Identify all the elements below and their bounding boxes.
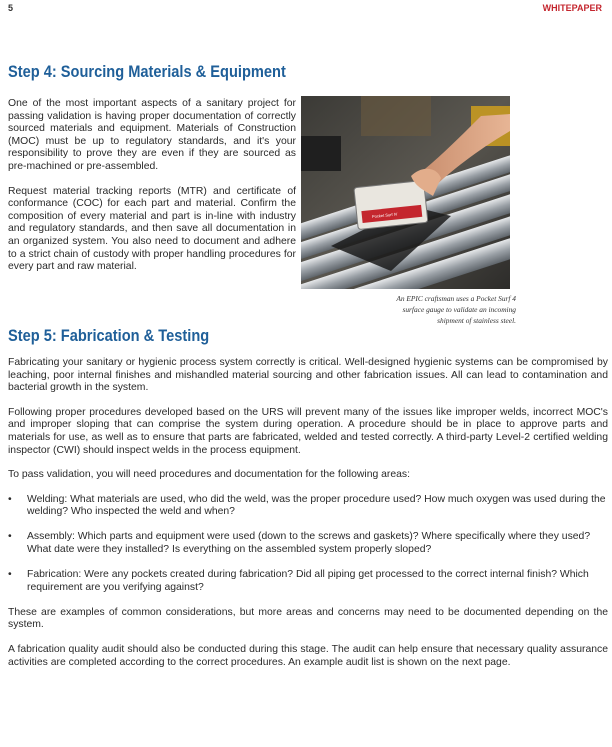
step4-body xyxy=(8,98,296,286)
validation-areas-list xyxy=(8,494,608,595)
list-item-text: Welding: What materials are used, who did the weld, was the proper procedure used? How much oxygen was used during the welding? Who inspected the weld and when? xyxy=(27,493,606,518)
closing-paragraph-2: A fabrication quality audit should also be conducted during this stage. The audit can help ensure that necessary quality assurance activities are completed according to the correct procedures. An example audit list is shown on the next page. xyxy=(8,644,608,668)
step4-paragraph-2: Request material tracking reports (MTR) and certificate of conformance (COC) for each part and material. Confirm the composition of every material and part is in-line with industry and regulatory standards, and then save all documentation in an organized system. You also need to document and adhere to a strict chain of custody with proper handling procedures for every part and raw material. xyxy=(8,185,296,273)
list-item xyxy=(8,531,608,556)
bullet-icon: • xyxy=(8,493,12,505)
list-item-text: Fabrication: Were any pockets created during fabrication? Did all piping get processed to the correct internal finish? Which requirement are you verifying against? xyxy=(27,569,589,593)
step4-paragraph-1: One of the most important aspects of a sanitary project for passing validation is having proper documentation of correctly sourced materials and equipment. Materials of Construction (MOC) must be up to regulatory standards, and it's your responsibility to prove they are even if they are sourced as pre-machined or pre-assembled. xyxy=(8,98,296,172)
bullet-icon: • xyxy=(8,569,12,581)
step5-heading: Step 5: Fabrication & Testing xyxy=(8,326,210,345)
step5-paragraph-2: Following proper procedures developed based on the URS will prevent many of the issues like improper welds, incorrect MOC's and improper sloping that can comprise the system during operation. A procedure should be in place to approve parts and materials for use, as well as to ensure that parts are fabricated, welded and tested correctly. A third-party Level-2 certified welding inspector (CWI) should inspect welds in the process equipment. xyxy=(8,406,608,456)
closing-paragraph-1: These are examples of common considerations, but more areas and concerns may need to be documented depending on the system. xyxy=(8,606,608,631)
list-item xyxy=(8,569,608,594)
photo-caption: An EPIC craftsman uses a Pocket Surf 4 surface gauge to validate an incoming shipment of stainless steel. xyxy=(396,294,516,326)
whitepaper-label: WHITEPAPER xyxy=(542,3,602,13)
step5-body xyxy=(8,357,608,681)
step4-heading: Step 4: Sourcing Materials & Equipment xyxy=(8,62,286,81)
list-item-text: Assembly: Which parts and equipment were used (down to the screws and gaskets)? Where specifically where they used? What date were they installed? Is everything on the assembled system properly sloped? xyxy=(27,531,591,556)
list-item xyxy=(8,494,608,519)
bullet-icon: • xyxy=(8,531,12,543)
page-number: 5 xyxy=(8,3,14,13)
step5-paragraph-1: Fabricating your sanitary or hygienic process system correctly is critical. Well-designed hygienic systems can be compromised by leaching, poor internal finishes and mishandled material sourcing and other fabrication issues. All can lead to contamination and bacterial growth in the system. xyxy=(8,357,608,394)
gauge-label: Pocket Surf IV xyxy=(371,211,398,220)
craftsman-gauge-photo xyxy=(301,96,510,289)
step5-paragraph-3: To pass validation, you will need procedures and documentation for the following areas: xyxy=(8,469,411,481)
